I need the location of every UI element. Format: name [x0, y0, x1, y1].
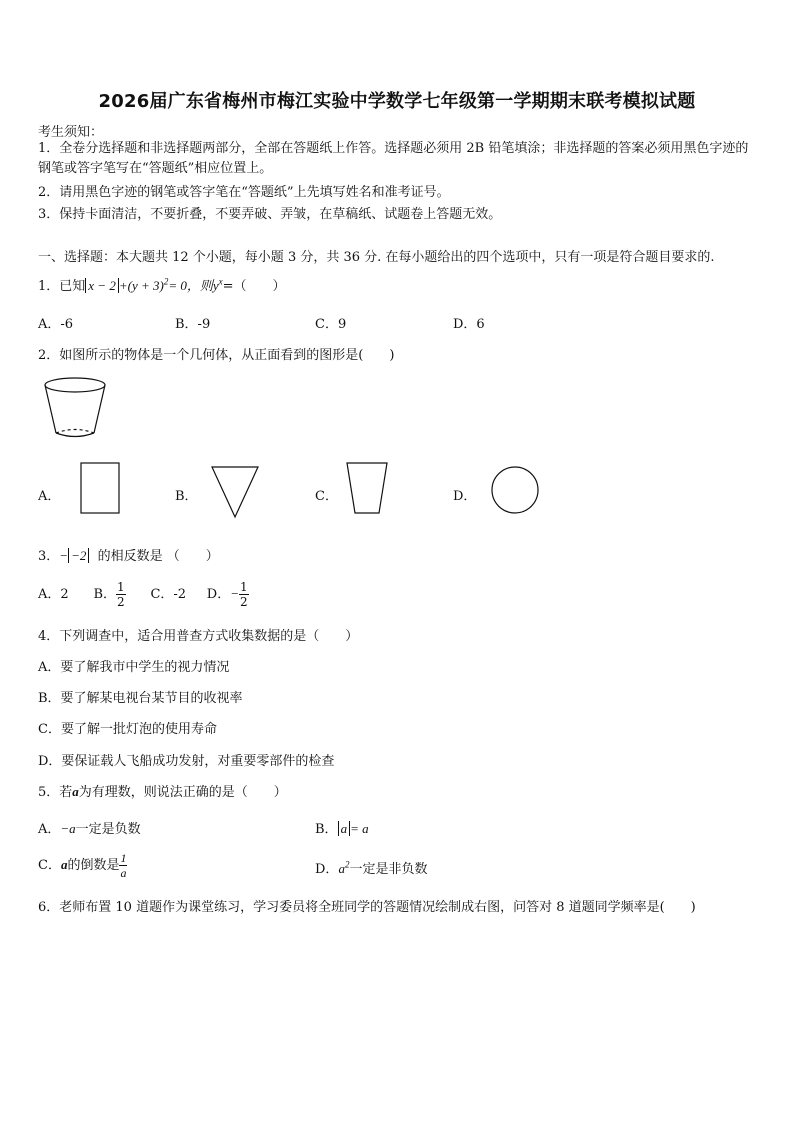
q5-option-d	[315, 858, 427, 877]
q5-option-c-fraction	[119, 851, 127, 880]
question-2: 2．如图所示的物体是一个几何体，从正面看到的图形是( )	[38, 348, 395, 363]
q1-prefix: 1．已知	[38, 279, 86, 294]
q5-option-d-base: a	[338, 861, 345, 876]
q3-option-d-fraction	[239, 580, 249, 609]
q4-option-a: A．要了解我市中学生的视力情况	[38, 660, 230, 675]
q5-option-a	[38, 818, 141, 837]
q5-stem-var: a	[72, 784, 79, 799]
q2-option-c-label: C．	[315, 489, 338, 504]
q3-option-d-minus: −	[230, 586, 239, 601]
q5-option-b-abs: a	[338, 821, 351, 836]
option-b-triangle	[212, 467, 258, 517]
q4-option-c: C．要了解一批灯泡的使用寿命	[38, 722, 217, 737]
q5-option-b	[315, 818, 369, 837]
q1-square-exp: 2	[163, 276, 169, 287]
q2-option-d-label: D．	[453, 489, 477, 504]
q3-prefix: 3．	[38, 549, 60, 564]
q5-option-a-label: A．	[38, 822, 61, 837]
question-3	[38, 545, 219, 564]
q1-equals: = 0，则	[168, 278, 213, 293]
notice-item-2: 2．请用黑色字迹的钢笔或答字笔在“答题纸”上先填写姓名和准考证号。	[38, 185, 450, 200]
q2-option-a-label: A．	[38, 489, 61, 504]
option-a-rectangle	[81, 463, 119, 513]
q3-option-d-label: D．	[206, 587, 231, 602]
q1-option-b: B．-9	[175, 317, 211, 332]
q3-option-b-den: 2	[117, 595, 125, 609]
question-5	[38, 781, 287, 800]
q1-option-d: D．6	[453, 317, 485, 332]
q5-option-c	[38, 851, 127, 880]
q1-option-c: C．9	[315, 317, 347, 332]
q5-option-c-var: a	[60, 857, 68, 872]
q5-option-c-label: C．	[38, 858, 61, 873]
option-c-trapezoid	[347, 463, 387, 513]
q1-power-base: y	[212, 278, 219, 293]
q3-option-d-num: 1	[239, 580, 248, 594]
q3-abs-expr: −2	[68, 548, 89, 563]
q5-option-d-label: D．	[315, 862, 339, 877]
q5-option-b-label: B．	[315, 822, 338, 837]
q1-square-base: (y + 3)	[127, 278, 164, 293]
q3-options	[38, 580, 249, 609]
q5-option-c-text: 的倒数是	[67, 858, 120, 873]
q3-option-a: A．2	[38, 587, 69, 602]
q3-option-b-label: B．	[93, 587, 117, 602]
q5-option-b-eq: = a	[350, 821, 369, 836]
q3-minus: −	[59, 548, 69, 563]
q5-option-a-var: −a	[60, 821, 76, 836]
question-4: 4．下列调查中，适合用普查方式收集数据的是（ ）	[38, 629, 359, 644]
notice-heading: 考生须知：	[38, 125, 104, 140]
q5-option-d-exp: 2	[344, 859, 350, 870]
q5-option-a-text: 一定是负数	[75, 822, 141, 837]
q3-option-d-den: 2	[239, 595, 248, 609]
q3-suffix: 的相反数是 （ ）	[97, 549, 219, 564]
q5-stem-pre: 5．若	[38, 785, 73, 800]
question-6: 6．老师布置 10 道题作为课堂练习，学习委员将全班同学的答题情况绘制成右图，问答对 8 道题同学频率是( )	[38, 900, 696, 915]
option-d-circle	[492, 467, 538, 513]
q1-abs-expr: x − 2	[85, 278, 119, 293]
q1-plus: +	[118, 278, 128, 293]
q1-suffix: =（ ）	[222, 279, 286, 294]
q5-stem-post: 为有理数，则说法正确的是（ ）	[78, 785, 287, 800]
q4-option-d: D．要保证载人飞船成功发射，对重要零部件的检查	[38, 754, 335, 769]
q2-option-b-label: B．	[175, 489, 198, 504]
q5-option-c-den: a	[120, 866, 127, 880]
page-title: 2026届广东省梅州市梅江实验中学数学七年级第一学期期末联考模拟试题	[98, 91, 696, 112]
q3-option-b-num: 1	[117, 580, 125, 594]
section-heading: 一、选择题：本大题共 12 个小题，每小题 3 分，共 36 分. 在每小题给出的四个选项中，只有一项是符合题目要求的.	[38, 250, 715, 265]
q3-option-c: C．-2	[150, 587, 187, 602]
q4-option-b: B．要了解某电视台某节目的收视率	[38, 691, 243, 706]
q3-option-b-fraction	[116, 580, 126, 609]
q1-option-a: A．-6	[38, 317, 74, 332]
q5-option-d-text: 一定是非负数	[349, 862, 428, 877]
notice-item-1: 1．全卷分选择题和非选择题两部分，全部在答题纸上作答。选择题必须用 2B 铅笔填涂；非选择题的答案必须用黑色字迹的钢笔或答字笔写在“答题纸”相应位置上。	[38, 141, 749, 176]
q1-power-exp: x	[218, 276, 223, 287]
q5-option-c-num: 1	[120, 851, 127, 865]
cup-solid-figure	[45, 378, 105, 437]
notice-item-3: 3．保持卡面清洁，不要折叠，不要弄破、弄皱，在草稿纸、试题卷上答题无效。	[38, 207, 502, 222]
